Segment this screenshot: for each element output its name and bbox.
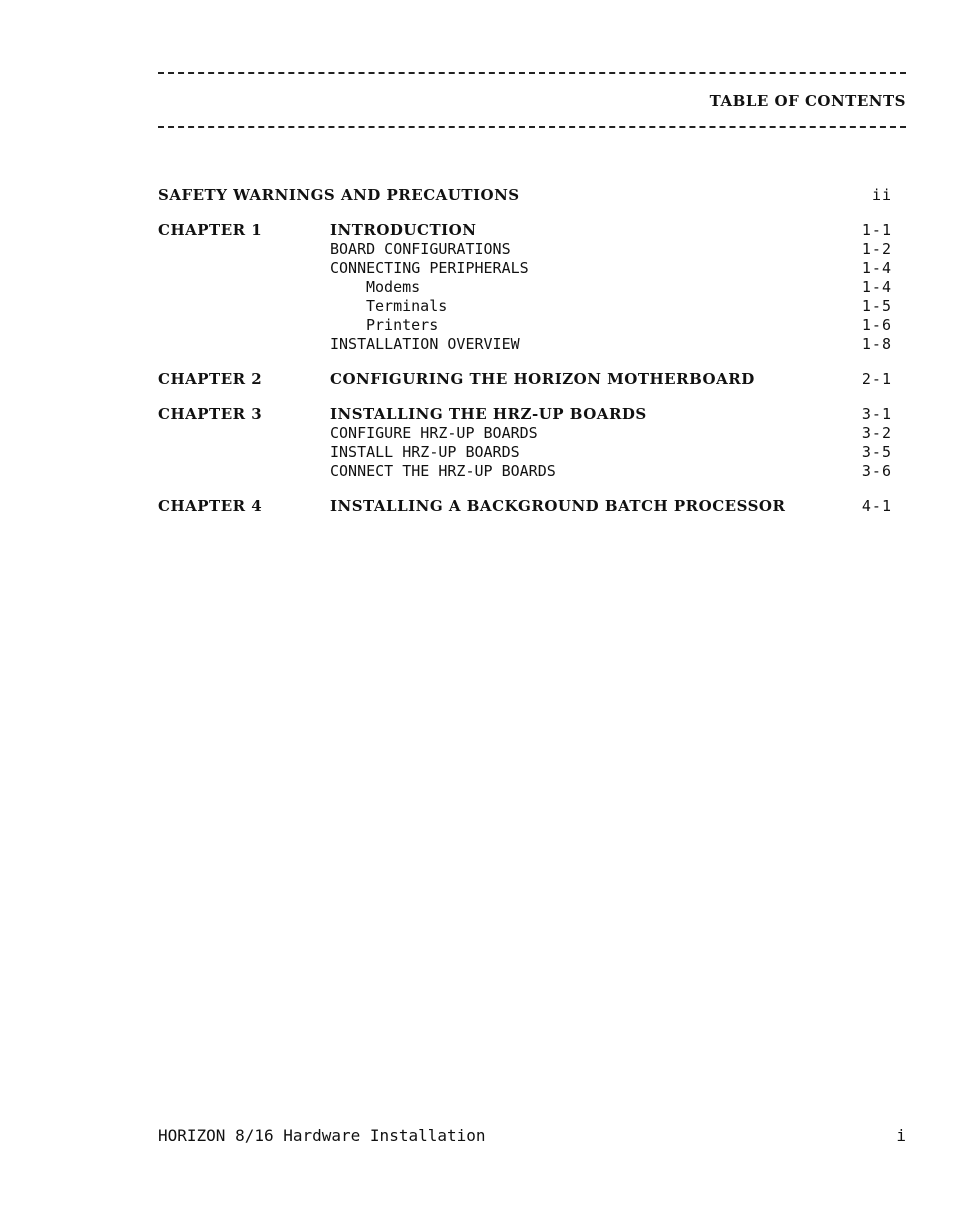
toc-section-safety xyxy=(158,186,892,205)
toc-row xyxy=(158,186,892,205)
toc-subentry-title: Terminals xyxy=(366,297,448,315)
toc-entry-page: 1-5 xyxy=(861,297,892,315)
toc-subentry-title: Printers xyxy=(366,316,439,334)
header-rule-top xyxy=(158,72,906,74)
toc-row xyxy=(158,335,892,354)
toc-row xyxy=(158,497,892,516)
toc-entry-title: SAFETY WARNINGS AND PRECAUTIONS xyxy=(158,186,520,204)
toc-entry-title: BOARD CONFIGURATIONS xyxy=(330,240,511,258)
toc-section-chapter-3 xyxy=(158,405,892,481)
toc-section-chapter-1 xyxy=(158,221,892,354)
toc-entry-title: INSTALL HRZ-UP BOARDS xyxy=(330,443,520,461)
chapter-title: INSTALLING THE HRZ-UP BOARDS xyxy=(330,405,647,423)
toc-row xyxy=(158,278,892,297)
page-title: TABLE OF CONTENTS xyxy=(709,92,906,110)
chapter-label: CHAPTER 1 xyxy=(158,221,263,239)
footer-document-title: HORIZON 8/16 Hardware Installation xyxy=(158,1126,486,1145)
toc-entry-page: 4-1 xyxy=(861,497,892,515)
toc-entry-page: ii xyxy=(871,186,892,204)
toc-entry-page: 3-6 xyxy=(861,462,892,480)
toc-entry-title: CONNECTING PERIPHERALS xyxy=(330,259,529,277)
toc-section-chapter-2 xyxy=(158,370,892,389)
toc-entry-page: 1-4 xyxy=(861,278,892,296)
table-of-contents xyxy=(158,186,892,532)
page-footer xyxy=(158,1126,906,1145)
toc-entry-title: CONNECT THE HRZ-UP BOARDS xyxy=(330,462,556,480)
toc-row xyxy=(158,462,892,481)
toc-entry-page: 1-4 xyxy=(861,259,892,277)
chapter-title: INSTALLING A BACKGROUND BATCH PROCESSOR xyxy=(330,497,786,515)
toc-entry-title: INSTALLATION OVERVIEW xyxy=(330,335,520,353)
toc-row xyxy=(158,240,892,259)
toc-row xyxy=(158,405,892,424)
chapter-title: INTRODUCTION xyxy=(330,221,477,239)
toc-entry-page: 2-1 xyxy=(861,370,892,388)
chapter-title: CONFIGURING THE HORIZON MOTHERBOARD xyxy=(330,370,755,388)
toc-entry-page: 1-1 xyxy=(861,221,892,239)
toc-row xyxy=(158,259,892,278)
toc-entry-page: 1-8 xyxy=(861,335,892,353)
toc-entry-page: 3-5 xyxy=(861,443,892,461)
chapter-label: CHAPTER 3 xyxy=(158,405,263,423)
toc-row xyxy=(158,297,892,316)
toc-entry-page: 3-1 xyxy=(861,405,892,423)
toc-section-chapter-4 xyxy=(158,497,892,516)
toc-entry-page: 1-6 xyxy=(861,316,892,334)
chapter-label: CHAPTER 2 xyxy=(158,370,263,388)
toc-row xyxy=(158,316,892,335)
toc-subentry-title: Modems xyxy=(366,278,421,296)
toc-row xyxy=(158,443,892,462)
toc-entry-title: CONFIGURE HRZ-UP BOARDS xyxy=(330,424,538,442)
toc-row xyxy=(158,221,892,240)
toc-row xyxy=(158,370,892,389)
footer-page-number: i xyxy=(896,1126,906,1145)
chapter-label: CHAPTER 4 xyxy=(158,497,263,515)
header-rule-bottom xyxy=(158,126,906,128)
toc-entry-page: 1-2 xyxy=(861,240,892,258)
toc-entry-page: 3-2 xyxy=(861,424,892,442)
toc-row xyxy=(158,424,892,443)
